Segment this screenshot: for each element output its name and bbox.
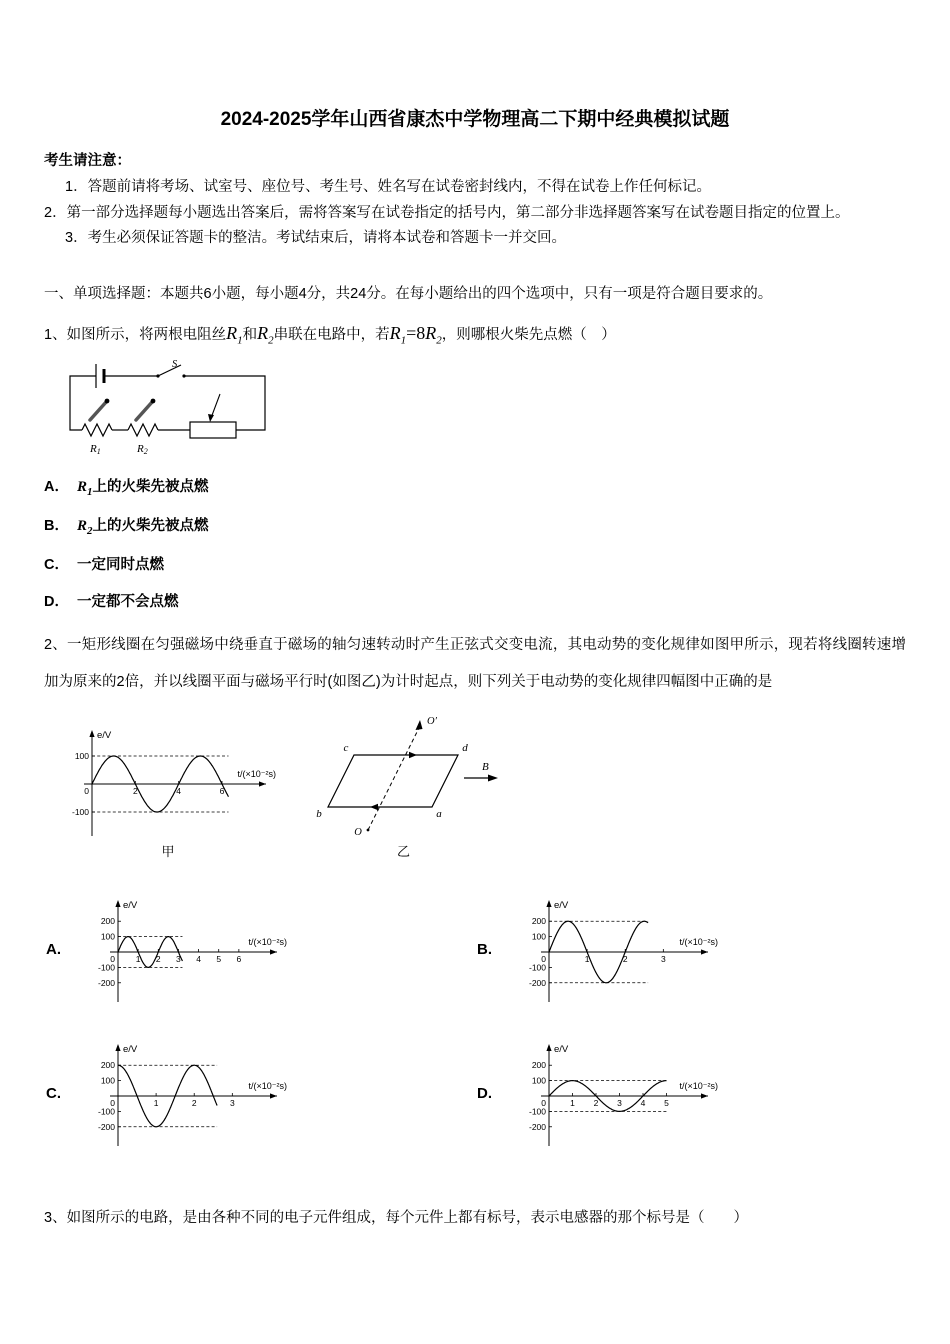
chart-label: t/(×10⁻²s)	[248, 936, 287, 947]
chart-label: 100	[100, 931, 115, 942]
q1-option-b-text: 上的火柴先被点燃	[92, 518, 209, 535]
chart-label: 3	[660, 953, 666, 964]
q1-option-d	[44, 590, 906, 611]
rheostat-box	[190, 422, 236, 438]
wire-left	[70, 376, 96, 430]
switch-lever	[158, 365, 181, 376]
notice-item-1: 1．答题前请将考场、试室号、座位号、考生号、姓名写在试卷密封线内，不得在试卷上作任何标记。	[65, 178, 712, 195]
rotation-axis-arrow	[416, 720, 423, 730]
q1-var-r2-sub: 2	[268, 334, 274, 347]
q1-text-4: ，则哪根火柴先点燃（ ）	[441, 326, 616, 343]
q1-option-b-label: B．	[44, 518, 69, 535]
q2-option-c-label: C.	[46, 1085, 61, 1103]
chart-label: 3	[176, 953, 181, 964]
chart-part	[259, 781, 266, 786]
q1-option-a-text: 上的火柴先被点燃	[92, 479, 209, 496]
chart-label: -200	[97, 977, 115, 988]
coil-loop	[328, 755, 458, 807]
page-title: 2024-2025学年山西省康杰中学物理高二下期中经典模拟试题	[220, 109, 730, 130]
chart-label: 5	[216, 953, 222, 964]
chart-label: 100	[74, 750, 89, 761]
chart-label: 4	[196, 953, 201, 964]
chart-label: 0	[84, 785, 89, 796]
chart-label: 3	[229, 1097, 235, 1108]
q2-option-b	[475, 896, 906, 1004]
q1-option-a-var-letter: R	[76, 479, 87, 496]
q1-option-b-var-letter: R	[76, 518, 87, 535]
q2-option-a-label: A.	[46, 941, 61, 959]
chart-label: 100	[531, 931, 546, 942]
q1-option-c	[44, 553, 906, 574]
chart-label: e/V	[123, 899, 138, 911]
r1-sub: 1	[96, 447, 101, 457]
notice-item-3: 3．考生必须保证答题卡的整洁。考试结束后，请将本试卷和答题卡一并交回。	[65, 230, 567, 247]
q1-option-c-label: C．	[44, 557, 69, 574]
q1-eq-r-sub: 1	[400, 334, 407, 347]
chart-part	[701, 949, 708, 954]
corner-a-label: a	[436, 807, 442, 820]
emf-graph-jia	[58, 726, 278, 838]
axis-origin-dot	[367, 829, 370, 832]
chart-label: 4	[640, 1097, 646, 1108]
q1-equation	[389, 322, 442, 347]
coil-current-arrow-top	[409, 752, 417, 758]
chart-label: 1	[135, 953, 141, 964]
q2-option-d	[475, 1040, 906, 1148]
q2-figure-jia	[58, 726, 278, 860]
chart-label: 4	[176, 785, 182, 796]
question-2-text: 2、一矩形线圈在匀强磁场中绕垂直于磁场的轴匀速转动时产生正弦式交变电流，其电动势的变化规律如图甲所示，现若将线圈转速增加为原来的2倍，并以线圈平面与磁场平行时(如图乙)为计时起点，则下列关于电动势的变化规律四幅图中正确的是	[44, 637, 906, 690]
axis-o-label: O	[354, 826, 362, 838]
axis-o-prime-label: O′	[427, 715, 437, 727]
q2-option-row-cd	[44, 1040, 906, 1148]
chart-label: e/V	[554, 1043, 569, 1055]
match-2-head	[151, 399, 156, 404]
chart-label: 200	[531, 916, 546, 927]
q1-option-b	[44, 514, 906, 537]
chart-label: 0	[110, 1097, 115, 1108]
r1-letter: R	[90, 443, 97, 456]
chart-label: t/(×10⁻²s)	[237, 768, 276, 779]
q1-option-d-label: D．	[44, 594, 69, 611]
q2-option-b-graph	[515, 896, 720, 1004]
question-1-text	[44, 323, 906, 347]
chart-label: 0	[110, 953, 115, 964]
chart-label: 0	[541, 1097, 546, 1108]
q1-eq-mid: =8	[406, 322, 426, 343]
chart-part	[270, 949, 277, 954]
chart-label: t/(×10⁻²s)	[679, 936, 718, 947]
q1-eq-r: R	[389, 322, 401, 343]
q2-option-d-graph	[515, 1040, 720, 1148]
q1-eq-r2-sub: 2	[436, 334, 442, 347]
chart-label: 1	[153, 1097, 159, 1108]
r2-letter: R	[137, 443, 144, 456]
chart-part	[546, 900, 551, 907]
chart-label: 5	[664, 1097, 669, 1108]
notice-item-2: 2．第一部分选择题每小题选出答案后，需将答案写在试卷指定的括号内，第二部分非选择题答案写在试卷题目指定的位置上。	[44, 204, 850, 221]
chart-part	[115, 1044, 120, 1051]
chart-label: -100	[528, 962, 546, 973]
q1-option-c-text: 一定同时点燃	[76, 557, 164, 574]
chart-label: -100	[528, 1106, 546, 1117]
b-field-arrow-head	[488, 774, 498, 781]
q1-option-a	[44, 475, 906, 498]
figure-jia-caption: 甲	[161, 843, 175, 859]
q1-option-a-label: A．	[44, 479, 69, 496]
corner-d-label: d	[462, 741, 468, 754]
circuit-diagram	[60, 358, 275, 458]
chart-label: 200	[531, 1060, 546, 1071]
chart-label: -100	[97, 1106, 115, 1117]
coil-diagram	[306, 710, 501, 838]
q2-option-c-graph	[84, 1040, 289, 1148]
chart-label: e/V	[123, 1043, 138, 1055]
chart-label: 2	[155, 953, 161, 964]
switch-label: S	[172, 359, 178, 371]
chart-label: 3	[617, 1097, 622, 1108]
q1-text-1: 1、如图所示，将两根电阻丝	[44, 326, 227, 343]
q1-text-3: 串联在电路中，若	[273, 326, 390, 343]
q1-option-d-text: 一定都不会点燃	[76, 594, 179, 611]
chart-label: 100	[100, 1075, 115, 1086]
q2-option-d-label: D.	[477, 1085, 492, 1103]
chart-part	[89, 730, 94, 737]
chart-label: -200	[97, 1121, 115, 1132]
q1-var-r1	[226, 322, 243, 347]
q1-var-r2	[257, 322, 274, 347]
q1-option-b-var-sub: 2	[87, 525, 93, 538]
notice-block	[44, 149, 906, 252]
b-field-label: B	[482, 760, 489, 773]
r2-sub: 2	[143, 447, 148, 457]
q1-var-r2-letter: R	[257, 322, 269, 343]
match-1-head	[105, 399, 110, 404]
match-1	[90, 401, 107, 420]
chart-label: 200	[100, 1060, 115, 1071]
switch-contact-right	[182, 375, 185, 378]
chart-part	[270, 1093, 277, 1098]
chart-label: e/V	[97, 729, 112, 741]
chart-label: 6	[236, 953, 242, 964]
q1-option-b-var	[76, 518, 93, 538]
q1-option-a-var-sub: 1	[87, 486, 93, 499]
corner-b-label: b	[316, 807, 322, 820]
coil-current-arrow-bottom	[370, 804, 378, 810]
section-1-heading: 一、单项选择题：本题共6小题，每小题4分，共24分。在每小题给出的四个选项中，只有一项是符合题目要求的。	[44, 286, 773, 303]
chart-label: 0	[541, 953, 546, 964]
match-2	[136, 401, 153, 420]
chart-label: 2	[593, 1097, 599, 1108]
chart-label: -200	[528, 1121, 546, 1132]
chart-label: 200	[100, 916, 115, 927]
q2-option-a	[44, 896, 475, 1004]
figure-yi-caption: 乙	[396, 843, 410, 859]
chart-label: -200	[528, 977, 546, 988]
q1-text-2: 和	[242, 326, 258, 343]
chart-label: e/V	[554, 899, 569, 911]
corner-c-label: c	[343, 741, 349, 754]
q1-var-r1-letter: R	[226, 322, 238, 343]
q2-option-c	[44, 1040, 475, 1148]
q1-eq-r2: R	[425, 322, 437, 343]
q2-option-row-ab	[44, 896, 906, 1004]
chart-label: -100	[71, 806, 89, 817]
rheostat-arrow-head	[208, 414, 214, 422]
notice-heading: 考生请注意：	[44, 153, 131, 169]
q1-figure	[60, 358, 906, 463]
chart-label: 1	[570, 1097, 575, 1108]
q2-figure-yi	[306, 710, 501, 860]
rotation-axis	[368, 726, 420, 830]
chart-part	[115, 900, 120, 907]
chart-label: t/(×10⁻²s)	[248, 1080, 287, 1091]
resistor-r1-zigzag	[82, 424, 112, 436]
resistor-r2-zigzag	[128, 424, 158, 436]
q2-option-a-graph	[84, 896, 289, 1004]
q2-figures	[58, 710, 906, 860]
chart-label: -100	[97, 962, 115, 973]
chart-part	[701, 1093, 708, 1098]
chart-label: 2	[132, 785, 138, 796]
r1-label	[89, 443, 101, 456]
rheostat-arrow-line	[211, 394, 220, 418]
chart-part	[546, 1044, 551, 1051]
chart-label: 1	[584, 953, 590, 964]
q1-options	[44, 475, 906, 611]
q1-var-r1-sub: 1	[237, 334, 243, 347]
chart-label: 100	[531, 1075, 546, 1086]
chart-label: 6	[219, 785, 225, 796]
r2-label	[136, 443, 148, 456]
chart-label: 2	[622, 953, 628, 964]
q1-option-a-var	[76, 479, 93, 499]
question-3-text: 3、如图所示的电路，是由各种不同的电子元件组成，每个元件上都有标号，表示电感器的那个标号是（ ）	[44, 1209, 749, 1226]
chart-label: t/(×10⁻²s)	[679, 1080, 718, 1091]
q2-option-b-label: B.	[477, 941, 492, 959]
chart-label: 2	[191, 1097, 197, 1108]
